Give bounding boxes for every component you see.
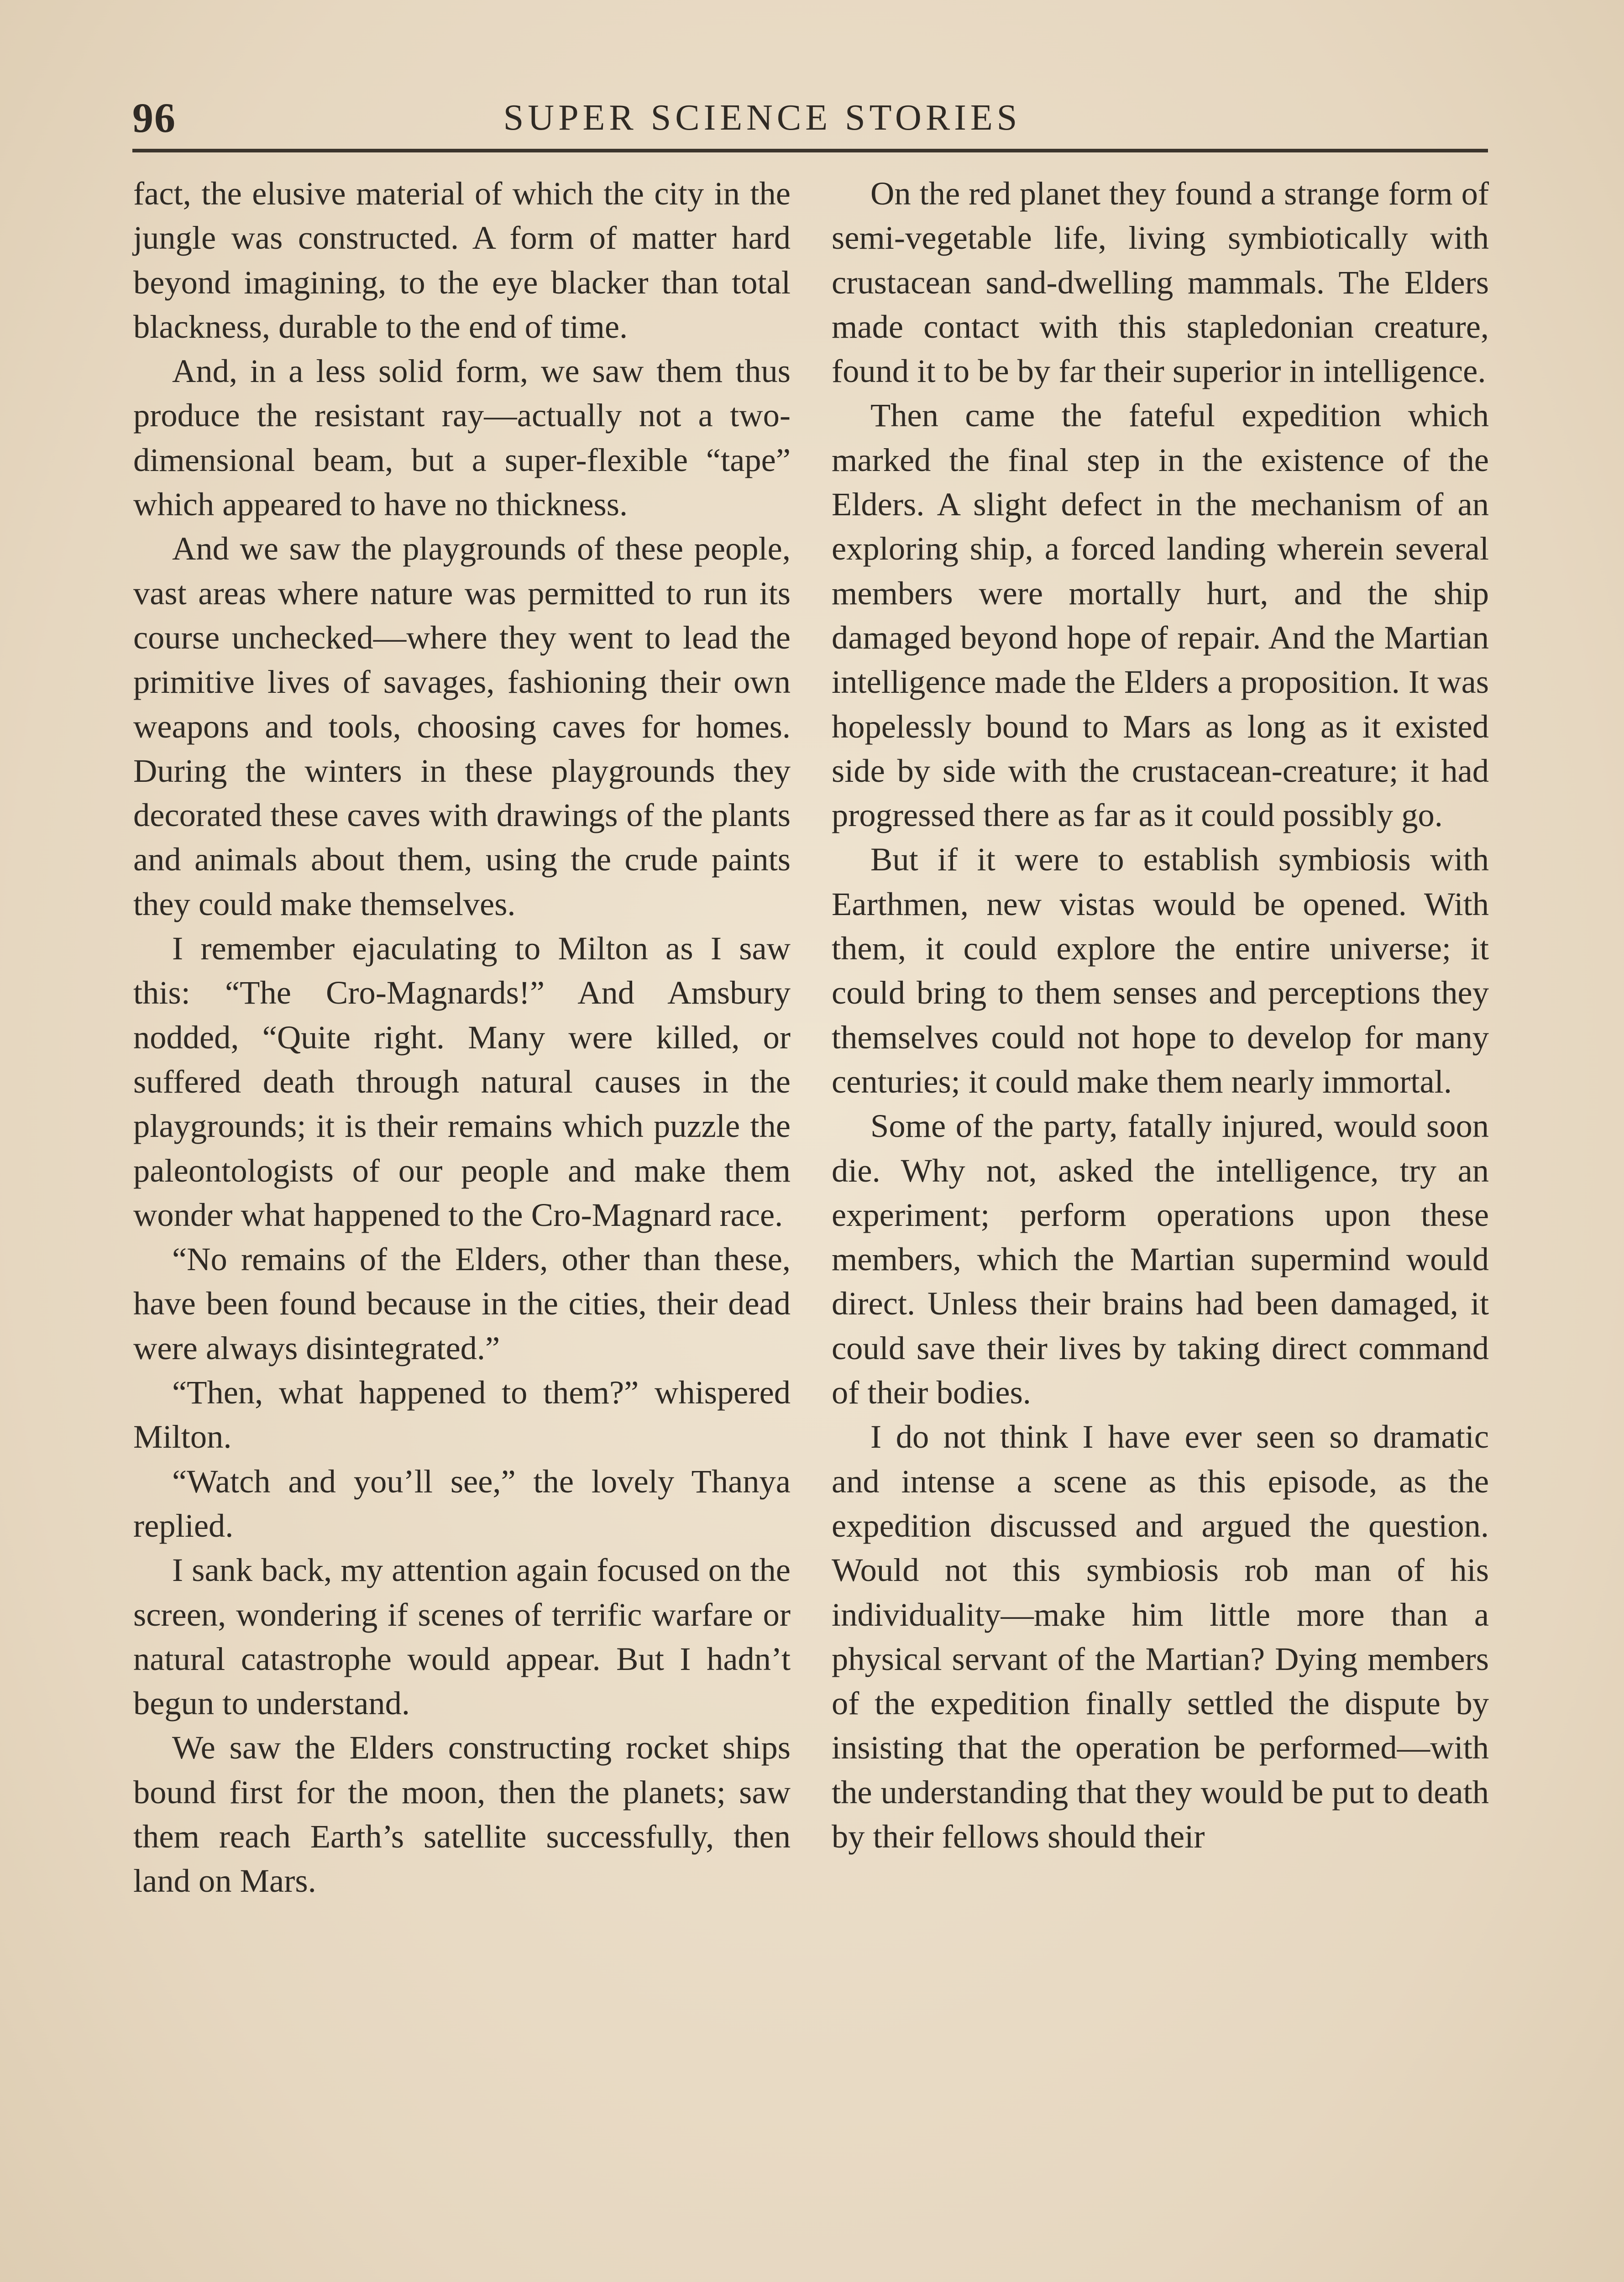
paragraph: “Then, what happened to them?” whispered Milton.	[133, 1374, 791, 1455]
paragraph: “No remains of the Elders, other than these, have been found because in the cities, their dead were always disintegrated.”	[133, 1240, 791, 1366]
paragraph: I remember ejaculating to Milton as I saw this: “The Cro-Magnards!” And Amsbury nodded, “Quite right. Many were killed, or suffered death through natural causes in the playgrounds; it is their remains which puzzle the paleontologists of our people and make them wonder what happened to the Cro-Magnard race.	[133, 930, 791, 1233]
page-header	[132, 94, 1493, 148]
paragraph: And we saw the playgrounds of these people, vast areas where nature was permitted to run its course unchecked—where they went to lead the primitive lives of savages, fashioning their own weapons and tools, choosing caves for homes. During the winters in these playgrounds they decorated these caves with drawings of the plants and animals about them, using the crude paints they could make themselves.	[133, 530, 791, 922]
paragraph: We saw the Elders constructing rocket ships bound first for the moon, then the planets; saw them reach Earth’s satellite successfully, then land on Mars.	[133, 1729, 791, 1900]
left-column	[133, 171, 791, 1903]
page-number: 96	[132, 94, 176, 141]
running-title: SUPER SCIENCE STORIES	[503, 98, 1022, 138]
paragraph: And, in a less solid form, we saw them thus produce the resistant ray—actually not a two-dimensional beam, but a super-flexible “tape” which appeared to have no thickness.	[133, 352, 791, 523]
paragraph: I sank back, my attention again focused on the screen, wondering if scenes of terrific warfare or natural catastrophe would appear. But I hadn’t begun to understand.	[133, 1551, 791, 1722]
paragraph: On the red planet they found a strange form of semi-vegetable life, living symbiotically with crustacean sand-dwelling mammals. The Elders made contact with this stapledonian creature, found it to be by far their superior in intelligence.	[832, 175, 1489, 390]
paragraph: I do not think I have ever seen so dramatic and intense a scene as this episode, as the expedition discussed and argued the question. Would not this symbiosis rob man of his individuality—make him little more than a physical servant of the Martian? Dying members of the expedition finally settled the dispute by insisting that the operation be performed—with the understanding that they would be put to death by their fellows should their	[832, 1418, 1489, 1855]
paragraph: fact, the elusive material of which the city in the jungle was constructed. A form of matter hard beyond imagining, to the eye blacker than total blackness, durable to the end of time.	[133, 175, 791, 345]
paragraph: But if it were to establish symbiosis with Earthmen, new vistas would be opened. With them, it could explore the entire universe; it could bring to them senses and perceptions they themselves could not hope to develop for many centuries; it could make them nearly immortal.	[832, 841, 1489, 1100]
right-column	[832, 171, 1489, 1858]
paragraph: “Watch and you’ll see,” the lovely Thanya replied.	[133, 1462, 791, 1544]
paragraph: Then came the fateful expedition which marked the final step in the existence of the Elders. A slight defect in the mechanism of an exploring ship, a forced landing wherein several members were mortally hurt, and the ship damaged beyond hope of repair. And the Martian intelligence made the Elders a proposition. It was hopelessly bound to Mars as long as it existed side by side with the crustacean-creature; it had progressed there as far as it could possibly go.	[832, 397, 1489, 834]
header-rule	[132, 149, 1488, 152]
paragraph: Some of the party, fatally injured, would soon die. Why not, asked the intelligence, try an experiment; perform operations upon these members, which the Martian supermind would direct. Unless their brains had been damaged, it could save their lives by taking direct command of their bodies.	[832, 1107, 1489, 1411]
